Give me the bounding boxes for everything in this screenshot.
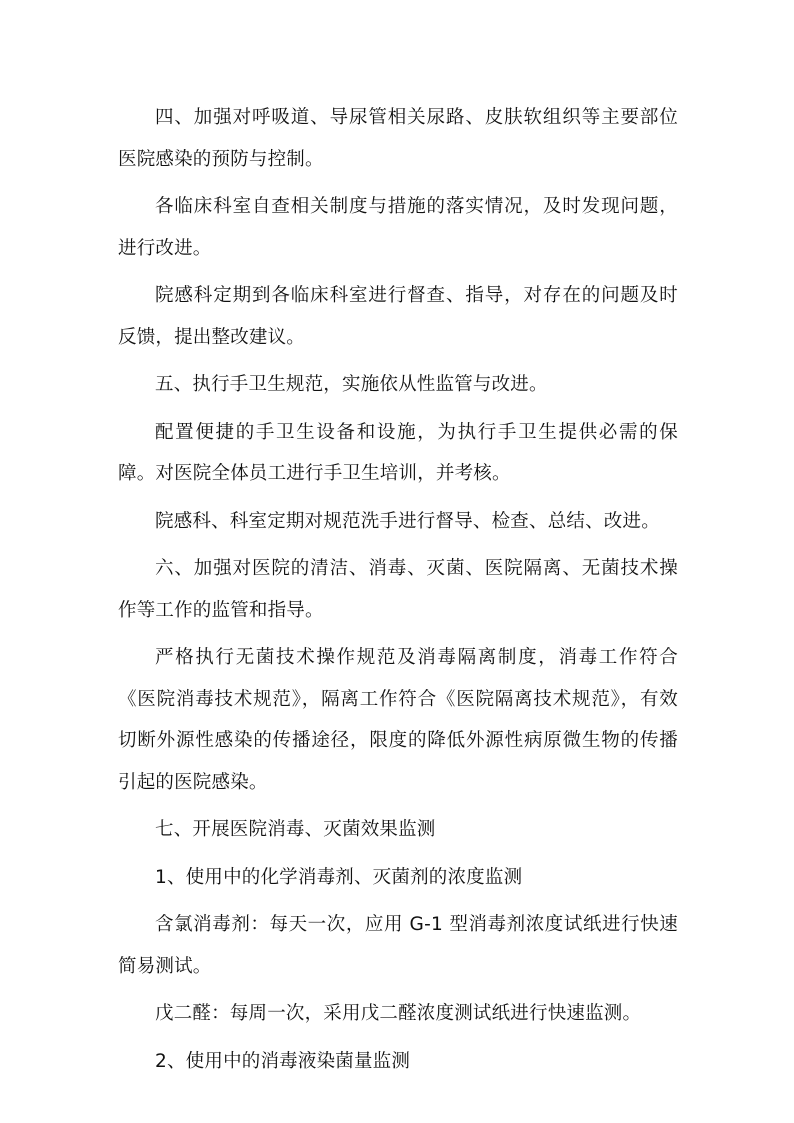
paragraph-self-check: 各临床科室自查相关制度与措施的落实情况，及时发现问题，进行改进。 (118, 196, 678, 259)
paragraph-section-5-heading: 五、执行手卫生规范，实施依从性监管与改进。 (155, 374, 548, 395)
paragraph-chlorine-disinfectant: 含氯消毒剂：每天一次，应用 G-1 型消毒剂浓度试纸进行快速简易测试。 (118, 914, 678, 977)
paragraph-hand-washing-supervision: 院感科、科室定期对规范洗手进行督导、检查、总结、改进。 (155, 510, 660, 532)
paragraph-hand-hygiene-facilities: 配置便捷的手卫生设备和设施，为执行手卫生提供必需的保障。对医院全体员工进行手卫生培训，并考核。 (118, 421, 678, 484)
paragraph-item-2-heading: 2、使用中的消毒液染菌量监测 (155, 1050, 411, 1072)
paragraph-aseptic-technique: 严格执行无菌技术操作规范及消毒隔离制度，消毒工作符合《医院消毒技术规范》，隔离工作符合《医院隔离技术规范》，有效切断外源性感染的传播途径，限度的降低外源性病原微生物的传播引起的医院感染。 (118, 647, 678, 793)
paragraph-section-7-heading: 七、开展医院消毒、灭菌效果监测 (155, 819, 436, 840)
paragraph-glutaraldehyde: 戊二醛：每周一次，采用戊二醛浓度测试纸进行快速监测。 (155, 1003, 642, 1024)
paragraph-section-4-heading: 四、加强对呼吸道、导尿管相关尿路、皮肤软组织等主要部位医院感染的预防与控制。 (118, 107, 678, 170)
paragraph-section-6-heading: 六、加强对医院的清洁、消毒、灭菌、医院隔离、无菌技术操作等工作的监管和指导。 (118, 558, 678, 621)
document-body (118, 97, 678, 1088)
paragraph-item-1-heading: 1、使用中的化学消毒剂、灭菌剂的浓度监测 (155, 866, 523, 888)
paragraph-inspection-feedback: 院感科定期到各临床科室进行督查、指导，对存在的问题及时反馈，提出整改建议。 (118, 285, 678, 348)
